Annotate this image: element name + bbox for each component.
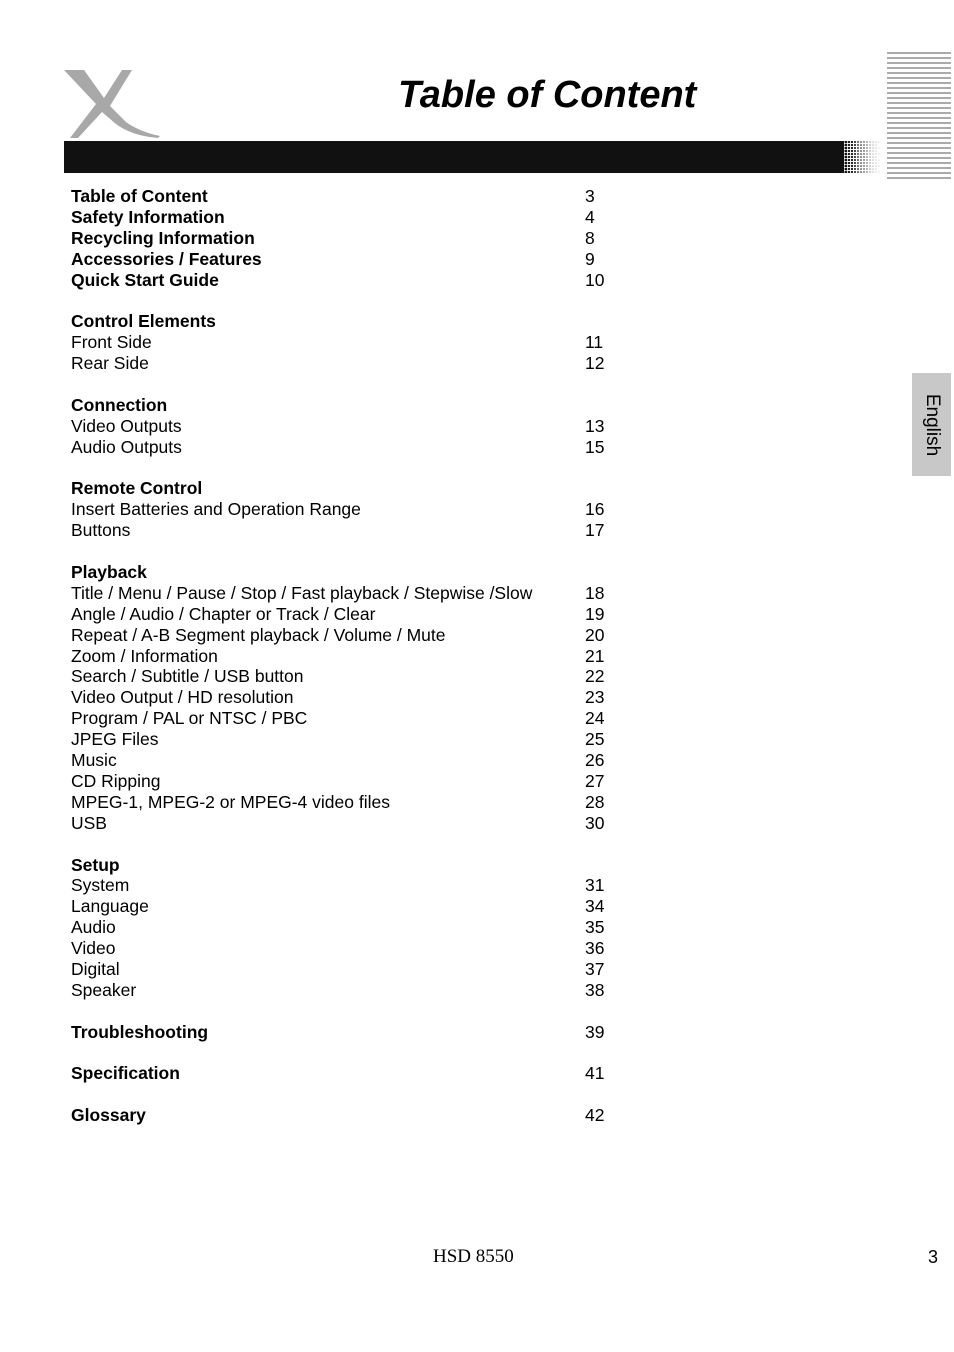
x-logo-icon [62,70,162,138]
toc-entry[interactable] [71,646,631,667]
toc-entry[interactable] [71,332,631,353]
stripes-decoration [887,52,951,182]
header-band [64,141,844,173]
toc-group [71,1022,631,1043]
toc-entry-title: Title / Menu / Pause / Stop / Fast playback / Stepwise /Slow [71,582,533,603]
toc-entry[interactable] [71,583,631,604]
toc-entry-title: Zoom / Information [71,645,218,666]
toc-group [71,1063,631,1084]
toc-entry-title: Safety Information [71,206,225,227]
toc-entry-page: 10 [585,269,605,290]
toc-entry[interactable] [71,813,631,834]
toc-entry-page: 8 [585,227,595,248]
toc-entry[interactable] [71,729,631,750]
toc-entry-title: Front Side [71,332,152,353]
toc-entry-title: Video [71,938,116,959]
toc-entry-title: Buttons [71,520,131,541]
page-title: Table of Content [398,74,697,116]
toc-group [71,562,631,834]
toc-entry-page: 20 [585,624,605,645]
toc-entry-page: 13 [585,415,605,436]
language-tab-label: English [921,393,943,456]
toc-entry-page: 21 [585,645,605,666]
toc-entry-page: 23 [585,687,605,708]
toc-entry-title: Troubleshooting [71,1021,209,1042]
toc-entry-page: 19 [585,603,605,624]
toc-entry[interactable] [71,917,631,938]
toc-entry-page: 12 [585,353,605,374]
toc-entry[interactable] [71,959,631,980]
toc-entry[interactable] [71,1022,631,1043]
toc-group [71,478,631,541]
toc-entry-page: 42 [585,1105,605,1126]
toc-entry-title: CD Ripping [71,770,161,791]
toc-entry-page: 18 [585,582,605,603]
toc-entry[interactable] [71,416,631,437]
toc-entry[interactable] [71,875,631,896]
toc-group [71,855,631,1001]
toc-entry-title: Rear Side [71,353,149,374]
toc-entry[interactable] [71,666,631,687]
toc-entry-page: 15 [585,436,605,457]
page-number: 3 [928,1247,939,1267]
toc-group [71,311,631,374]
toc-entry-page: 3 [585,186,595,206]
toc-group [71,186,631,290]
toc-group [71,395,631,458]
toc-entry[interactable] [71,1063,631,1084]
table-of-contents [71,186,631,1147]
toc-entry-title: Video Output / HD resolution [71,687,294,708]
toc-entry-title: JPEG Files [71,729,159,750]
toc-section-heading: Setup [71,854,120,875]
toc-entry-page: 9 [585,248,595,269]
toc-entry-title: USB [71,812,107,833]
toc-entry[interactable] [71,771,631,792]
toc-entry[interactable] [71,520,631,541]
toc-entry-page: 11 [585,332,604,353]
toc-entry[interactable] [71,792,631,813]
toc-entry-title: MPEG-1, MPEG-2 or MPEG-4 video files [71,791,390,812]
toc-entry[interactable] [71,249,631,270]
toc-entry-title: System [71,875,130,896]
language-tab[interactable] [912,373,951,476]
toc-entry[interactable] [71,687,631,708]
toc-entry-title: Table of Content [71,186,208,206]
toc-entry-title: Language [71,896,149,917]
toc-entry-title: Recycling Information [71,227,255,248]
toc-entry-title: Video Outputs [71,415,182,436]
toc-entry[interactable] [71,938,631,959]
toc-entry-page: 24 [585,708,605,729]
toc-entry-page: 36 [585,938,605,959]
toc-entry[interactable] [71,353,631,374]
toc-entry[interactable] [71,186,631,207]
toc-entry-title: Quick Start Guide [71,269,219,290]
toc-entry[interactable] [71,980,631,1001]
toc-entry-title: Insert Batteries and Operation Range [71,499,361,520]
toc-entry-page: 26 [585,750,605,771]
toc-entry-page: 27 [585,770,605,791]
toc-entry-page: 37 [585,958,605,979]
toc-entry[interactable] [71,708,631,729]
toc-entry-title: Music [71,750,117,771]
toc-entry-title: Speaker [71,979,137,1000]
toc-entry-page: 38 [585,979,605,1000]
toc-entry[interactable] [71,625,631,646]
toc-entry-page: 31 [585,875,605,896]
toc-entry-page: 35 [585,917,605,938]
toc-entry-title: Audio Outputs [71,436,182,457]
toc-entry[interactable] [71,1105,631,1126]
toc-entry-page: 16 [585,499,605,520]
model-name: HSD 8550 [433,1246,514,1267]
toc-group [71,1105,631,1126]
toc-section-heading: Connection [71,394,168,415]
toc-entry-title: Glossary [71,1105,146,1126]
toc-entry[interactable] [71,207,631,228]
toc-entry[interactable] [71,437,631,458]
toc-entry-title: Program / PAL or NTSC / PBC [71,708,308,729]
toc-entry[interactable] [71,270,631,291]
toc-entry-page: 30 [585,812,605,833]
toc-entry-page: 39 [585,1021,605,1042]
toc-entry-page: 28 [585,791,605,812]
toc-section-heading: Playback [71,562,147,583]
toc-entry[interactable] [71,896,631,917]
toc-entry-page: 34 [585,896,605,917]
toc-entry-page: 41 [585,1063,605,1084]
toc-entry-title: Search / Subtitle / USB button [71,666,304,687]
band-dots-decoration [842,141,884,173]
toc-section-heading: Remote Control [71,478,203,499]
toc-entry-title: Digital [71,958,120,979]
toc-entry[interactable] [71,499,631,520]
toc-entry-title: Repeat / A-B Segment playback / Volume / Mute [71,624,446,645]
toc-entry[interactable] [71,228,631,249]
toc-entry-page: 22 [585,666,605,687]
toc-entry-title: Specification [71,1063,180,1084]
toc-entry-page: 25 [585,729,605,750]
toc-entry[interactable] [71,604,631,625]
toc-entry-page: 17 [585,520,605,541]
toc-entry-title: Audio [71,917,116,938]
toc-entry-title: Angle / Audio / Chapter or Track / Clear [71,603,376,624]
toc-entry-page: 4 [585,206,595,227]
toc-section-heading: Control Elements [71,311,216,332]
toc-entry[interactable] [71,750,631,771]
toc-entry-title: Accessories / Features [71,248,262,269]
